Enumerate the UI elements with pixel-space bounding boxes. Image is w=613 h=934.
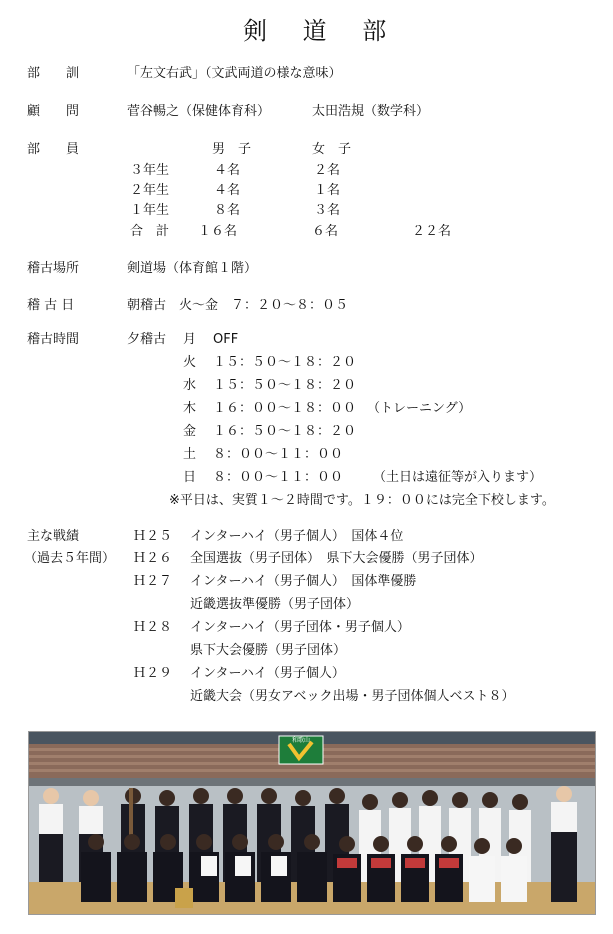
certificate [271, 856, 287, 876]
members-female-count: ３名 [314, 203, 341, 218]
certificate [201, 856, 217, 876]
schedule-day: 水 [183, 378, 197, 393]
schedule-time: １６：００～１８：００ [213, 401, 357, 416]
results-line: インターハイ（男子個人） 国体４位 [190, 529, 404, 544]
schedule-time: １５：５０～１８：２０ [213, 378, 357, 393]
trophy-icon [175, 888, 193, 908]
results-line: 県下大会優勝（男子団体） [190, 643, 347, 658]
schedule-note: （トレーニング） [367, 401, 472, 416]
evening-practice-title: 夕稽古 [127, 332, 167, 347]
results-line: インターハイ（男子個人） [190, 666, 345, 681]
results-year: Ｈ２６ [133, 551, 173, 566]
results-line: 近畿選抜準優勝（男子団体） [190, 597, 360, 612]
results-line: インターハイ（男子個人） 国体準優勝 [190, 574, 417, 589]
results-year: Ｈ２９ [133, 666, 173, 681]
members-male-count: ４名 [214, 183, 241, 198]
results-line: 全国選抜（男子団体） 県下大会優勝（男子団体） [190, 551, 483, 566]
page-title: 剣 道 部 [243, 17, 401, 45]
evening-practice-label: 稽古時間 [27, 332, 80, 347]
members-grade: ３年生 [130, 163, 170, 178]
schedule-time: OFF [213, 332, 239, 347]
members-female-count: １名 [314, 183, 341, 198]
morning-practice-value: 朝稽古 火～金 ７：２０～８：０５ [127, 298, 349, 313]
schedule-footnote: ※平日は、実質１～２時間です。１９：００には完全下校します。 [169, 493, 555, 508]
advisors-label: 顧 問 [27, 104, 80, 119]
motto-label: 部 訓 [27, 66, 80, 81]
schedule-day: 月 [183, 332, 197, 347]
members-female-count: ２名 [314, 163, 341, 178]
members-total-male: １６名 [198, 224, 238, 239]
members-header-female: 女 子 [312, 142, 352, 157]
schedule-day: 日 [183, 470, 197, 485]
members-label: 部 員 [27, 142, 80, 157]
schedule-day: 金 [183, 424, 197, 439]
team-photo-illustration [29, 732, 595, 914]
schedule-time: ８：００～１１：００ [213, 447, 344, 462]
practice-place-value: 剣道場（体育館１階） [127, 261, 258, 276]
results-sublabel: （過去５年間） [24, 551, 116, 566]
advisor-name: 菅谷暢之（保健体育科） [127, 104, 271, 119]
certificate [235, 856, 251, 876]
schedule-day: 土 [183, 447, 197, 462]
members-male-count: ８名 [214, 203, 241, 218]
results-line: 近畿大会（男女アベック出場・男子団体個人ベスト８） [190, 689, 515, 704]
arena-railing [29, 778, 595, 786]
schedule-time: ８：００～１１：００ [213, 470, 344, 485]
members-total-label: 合 計 [130, 224, 170, 239]
results-line: インターハイ（男子団体・男子個人） [190, 620, 410, 635]
schedule-time: １６：５０～１８：２０ [213, 424, 357, 439]
schedule-day: 火 [183, 355, 197, 370]
practice-place-label: 稽古場所 [27, 261, 80, 276]
results-year: Ｈ２８ [133, 620, 173, 635]
schedule-note: （土日は遠征等が入ります） [373, 470, 543, 485]
members-header-male: 男 子 [212, 142, 252, 157]
schedule-time: １５：５０～１８：２０ [213, 355, 357, 370]
motto-value: 「左文右武」（文武両道の様な意味） [127, 66, 342, 81]
advisor-name: 太田浩規（数学科） [312, 104, 430, 119]
results-year: Ｈ２５ [133, 529, 173, 544]
schedule-day: 木 [183, 401, 197, 416]
members-grade: ２年生 [130, 183, 170, 198]
banner-text: 和歌山 [291, 737, 311, 744]
members-total-female: ６名 [312, 224, 339, 239]
morning-practice-label: 稽 古 日 [27, 298, 75, 313]
results-year: Ｈ２７ [133, 574, 173, 589]
members-male-count: ４名 [214, 163, 241, 178]
members-total-all: ２２名 [412, 224, 452, 239]
results-label: 主な戦績 [27, 529, 80, 544]
members-grade: １年生 [130, 203, 170, 218]
team-photo [28, 731, 596, 915]
